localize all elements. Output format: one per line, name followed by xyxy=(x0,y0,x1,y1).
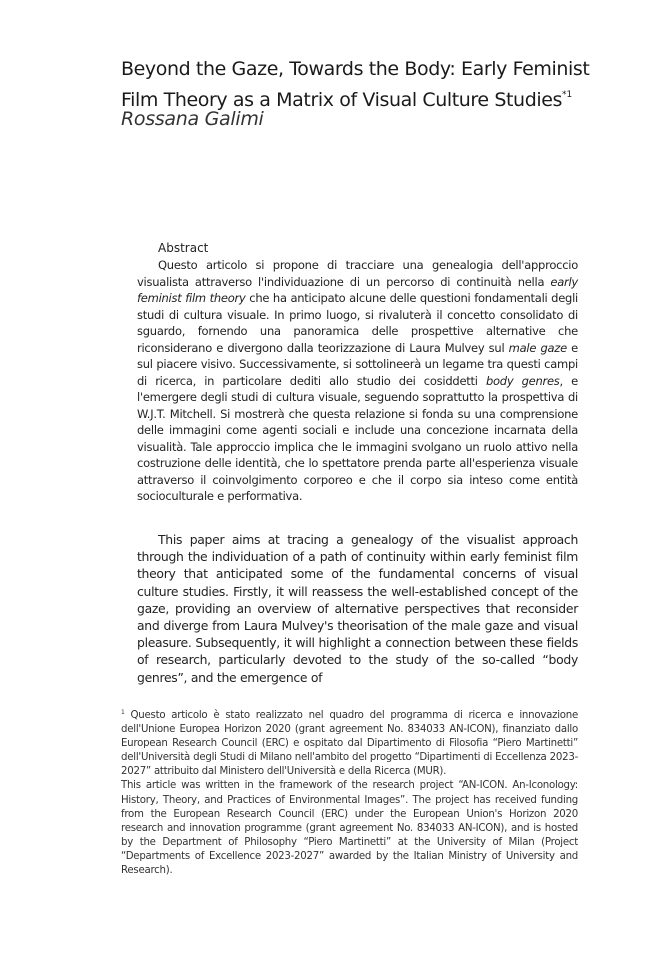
abstract-italian-text-3: e sul piacere visivo. Successivamente, si sottolineerà un legame tra questi campi di ricerca, in particolare dediti allo studio dei cosiddetti xyxy=(137,340,578,388)
paper-title-text: Beyond the Gaze, Towards the Body: Early Feminist Film Theory as a Matrix of Visual Culture Studies xyxy=(121,58,590,111)
abstract-english: This paper aims at tracing a genealogy of the visualist approach through the individuation of a path of continuity within early feminist film theory that anticipated some of the fundamental concerns of visual culture studies. Firstly, it will reassess the well-established concept of the gaze, providing an overview of alternative perspectives that reconsider and diverge from Laura Mulvey's theorisation of the male gaze and visual pleasure. Subsequently, it will highlight a connection between these fields of research, particularly devoted to the study of the so-called “body genres”, and the emergence of xyxy=(137,532,578,685)
footnote-italian-text: Questo articolo è stato realizzato nel quadro del programma di ricerca e innovazione dell'Unione Europea Horizon 2020 (grant agreement No. 834033 AN-ICON), finanziato dallo European Research Council (ERC) e ospitato dal Dipartimento di Filosofia “Piero Martinetti” dell'Università degli Studi di Milano nell'ambito del progetto “Dipartimenti di Eccellenza 2023-2027” attribuito dal Ministero dell'Università e della Ricerca (MUR). xyxy=(121,710,578,778)
abstract-italian-term-3: body genres xyxy=(485,373,560,388)
author-name: Rossana Galimi xyxy=(121,108,264,130)
abstract-italian-text-2: che ha anticipato alcune delle questioni fondamentali degli studi di cultura visuale. In primo luogo, si rivaluterà il concetto consolidato di sguardo, fornendo una panoramica delle prospettive alternative che riconsiderano e divergono dalla teorizzazione di Laura Mulvey sul xyxy=(137,291,578,355)
footnote-italian xyxy=(121,706,578,779)
abstract-heading: Abstract xyxy=(158,241,209,255)
footnote xyxy=(121,706,578,878)
abstract-italian-text-1: Questo articolo si propone di tracciare una genealogia dell'approccio visualista attraverso l'individuazione di un percorso di continuità nella xyxy=(137,258,578,289)
abstract-italian-term-2: male gaze xyxy=(508,340,567,355)
footnote-english: This article was written in the framework of the research project “AN-ICON. An-Iconology: History, Theory, and Practices of Environmental Images”. The project has received funding from the European Research Council (ERC) under the European Union's Horizon 2020 research and innovation programme (grant agreement No. 834033 AN-ICON), and is hosted by the Department of Philosophy “Piero Martinetti” at the University of Milan (Project “Departments of Excellence 2023-2027” awarded by the Italian Ministry of University and Research). xyxy=(121,780,578,877)
footnote-marker: 1 xyxy=(121,709,125,716)
paper-title xyxy=(121,56,591,113)
abstract-italian xyxy=(137,257,578,505)
abstract-italian-text-4: , e l'emergere degli studi di cultura visuale, seguendo soprattutto la prospettiva di W.J.T. Mitchell. Si mostrerà che questa relazione si fonda su una comprensione delle immagini come agenti sociali e include una concezione incarnata della visualità. Tale approccio implica che le immagini svolgano un ruolo attivo nella costruzione delle identità, che lo spettatore prenda parte all'esperienza visuale attraverso il coinvolgimento corporeo e che il corpo sia inteso come entità socioculturale e performativa. xyxy=(137,373,578,503)
title-footnote-marker[interactable]: *1 xyxy=(562,90,573,100)
abstract-italian-term-1: early feminist film theory xyxy=(137,274,578,305)
